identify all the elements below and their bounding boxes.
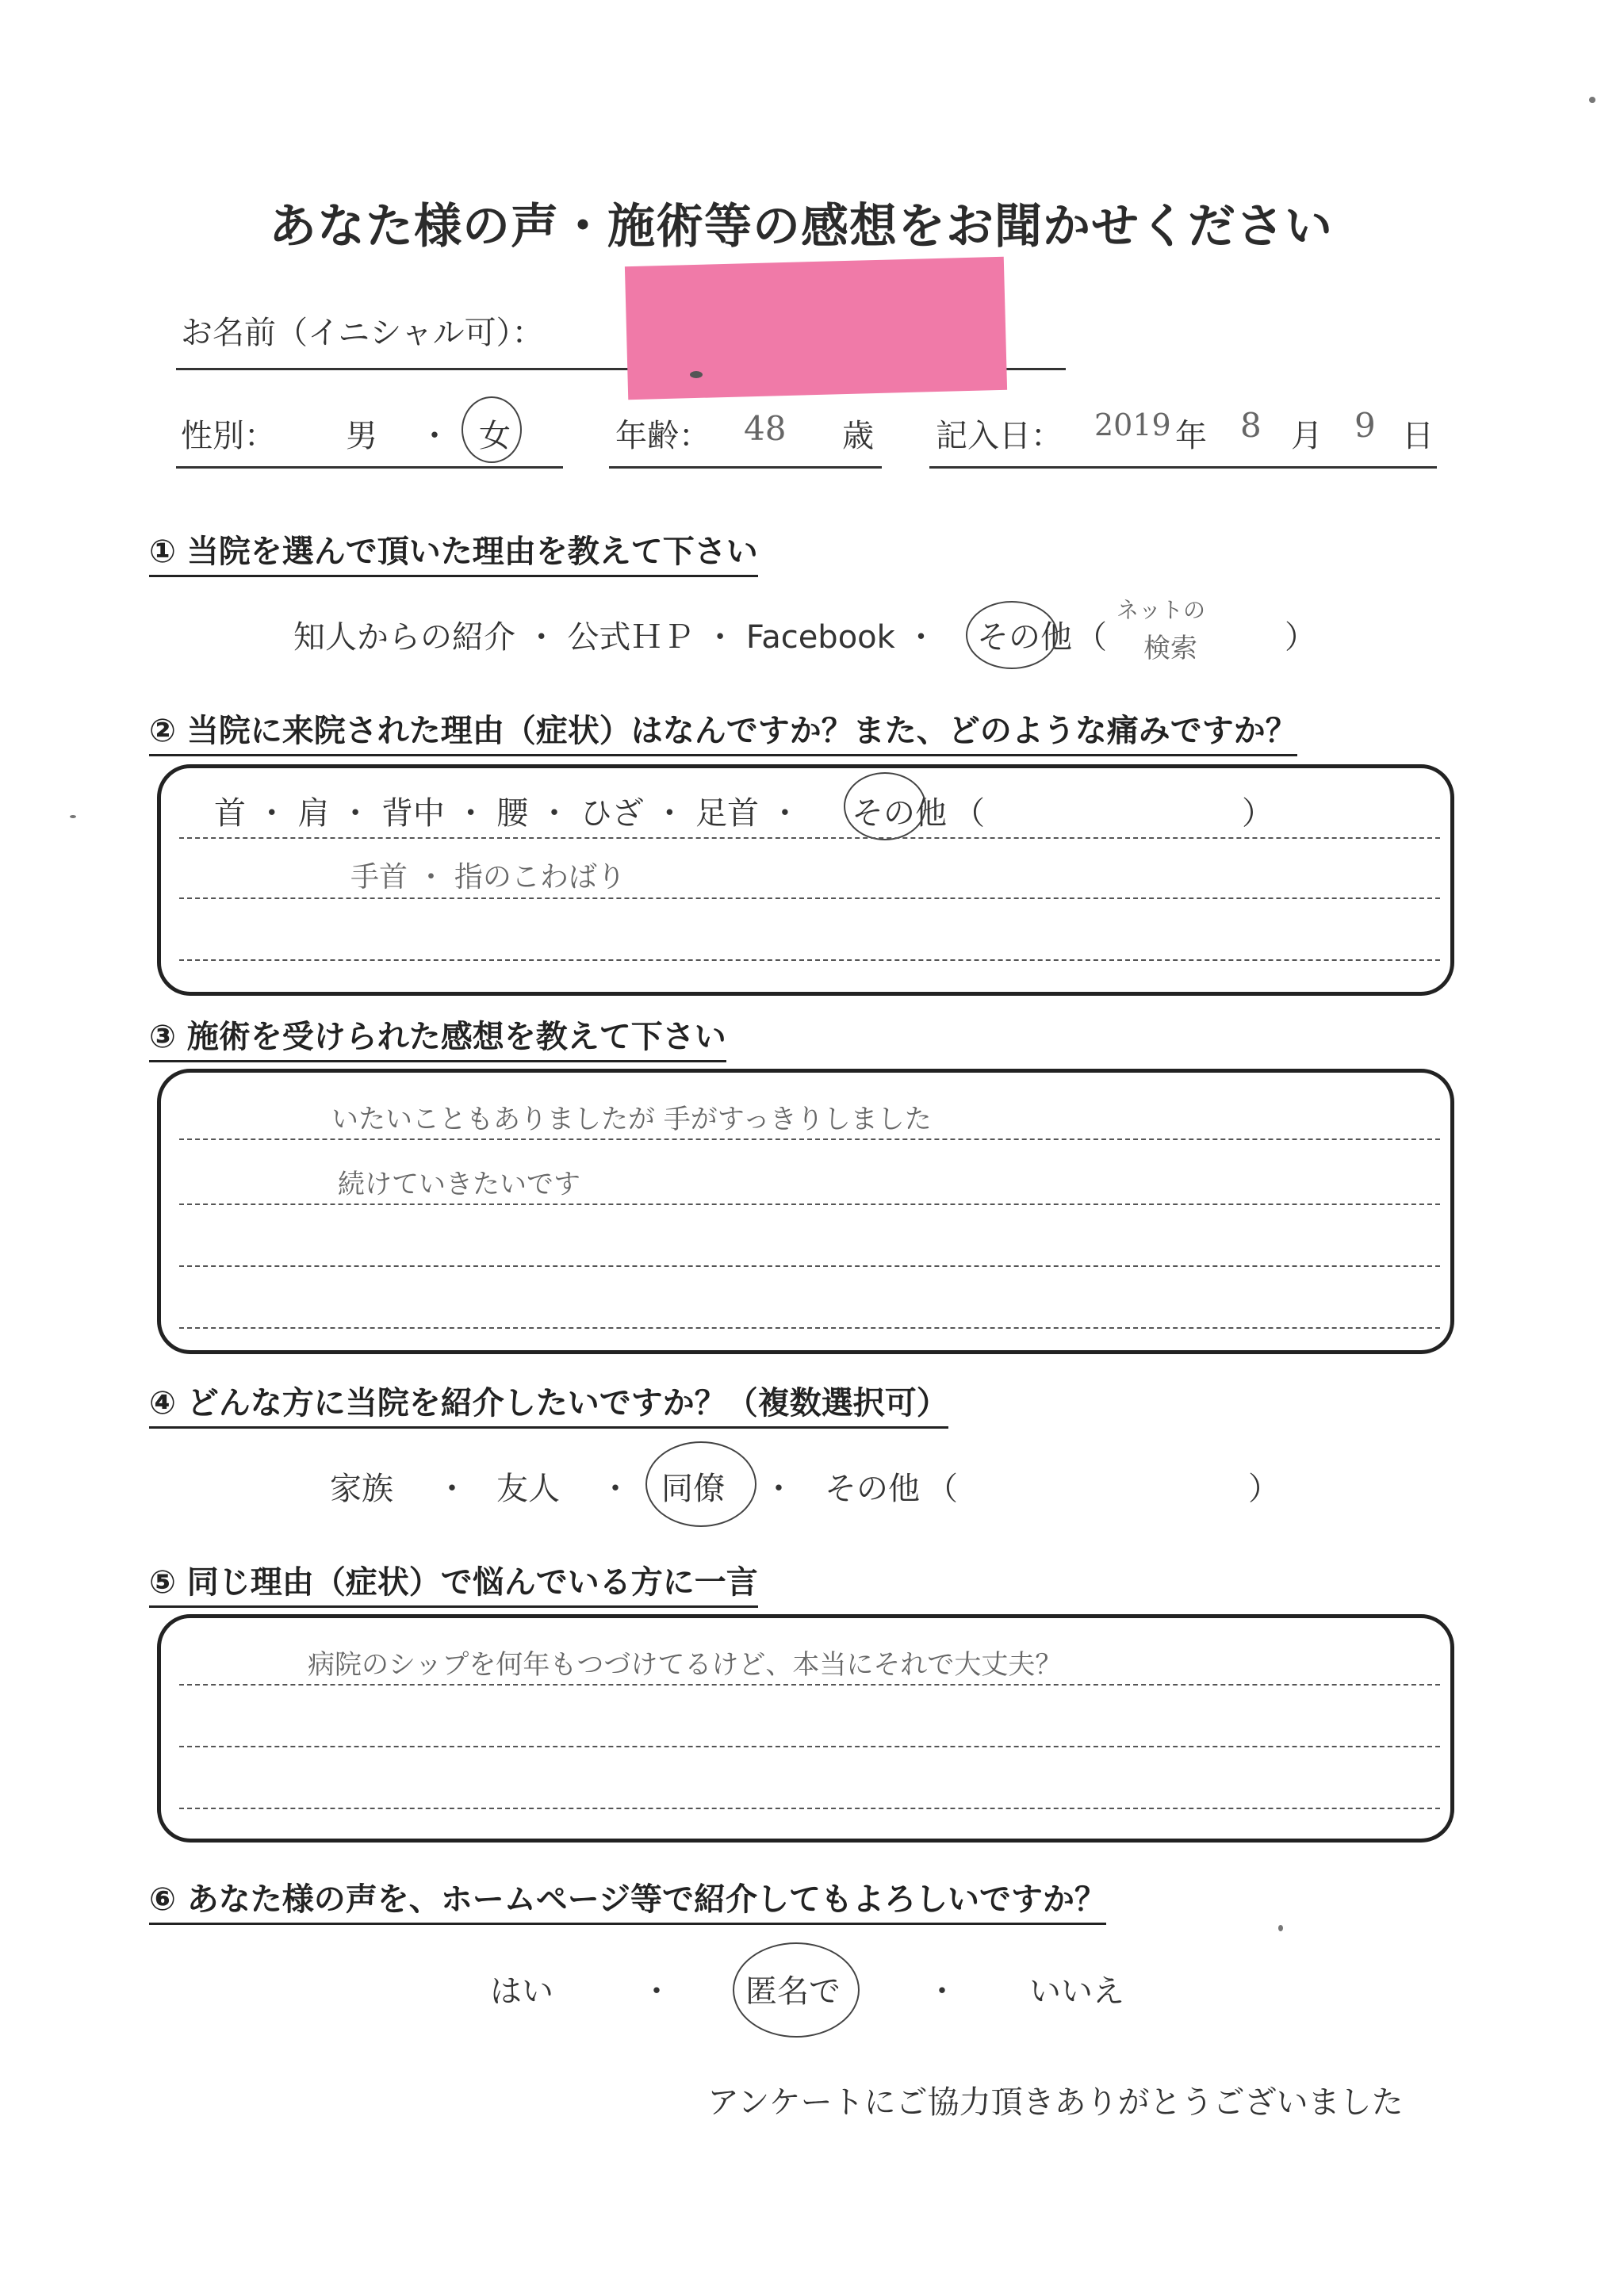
- q4-paren-open: （: [926, 1471, 958, 1507]
- q4-paren-close: ）: [1248, 1471, 1280, 1507]
- q2-other-circle-mark: [844, 772, 926, 840]
- q4-separator-3: ・: [763, 1471, 795, 1507]
- q1-other-option[interactable]: その他: [977, 619, 1072, 656]
- q4-other-option[interactable]: その他: [825, 1471, 920, 1507]
- scan-speck: [1278, 1925, 1283, 1931]
- q5-line-2: [179, 1746, 1440, 1747]
- q3-line-1: [179, 1138, 1440, 1140]
- thanks-message: アンケートにご協力頂きありがとうございました: [707, 2084, 1404, 2121]
- scan-speck: [1589, 97, 1595, 103]
- q6-separator-1: ・: [641, 1973, 672, 2010]
- date-year-value[interactable]: 2019: [1094, 408, 1171, 442]
- q4-separator-2: ・: [599, 1471, 631, 1507]
- q2-heading: ② 当院に来院された理由（症状）はなんですか？また、どのような痛みですか？: [149, 706, 1297, 756]
- q3-answer-line1[interactable]: いたいこともありましたが 手がすっきりしました: [331, 1104, 932, 1135]
- q1-other-circle-mark: [966, 601, 1058, 669]
- q2-options[interactable]: 首 ・ 肩 ・ 背中 ・ 腰 ・ ひざ ・ 足首 ・: [214, 795, 801, 832]
- q4-heading: ④ どんな方に当院を紹介したいですか？（複数選択可）: [149, 1378, 948, 1429]
- q4-colleague-circle-mark: [645, 1441, 756, 1527]
- q2-paren-open: （: [953, 795, 985, 832]
- q6-anonymous-circle-mark: [733, 1942, 860, 2038]
- name-label: お名前（イニシャル可）：: [181, 315, 544, 351]
- date-year-unit: 年: [1175, 418, 1207, 454]
- q5-line-3: [179, 1808, 1440, 1809]
- age-label: 年齢：: [615, 418, 710, 454]
- q4-separator-1: ・: [436, 1471, 468, 1507]
- q2-other-option[interactable]: その他: [852, 795, 947, 832]
- scan-speck: [70, 815, 76, 818]
- date-label: 記入日：: [936, 418, 1063, 454]
- q4-friend-option[interactable]: 友人: [496, 1471, 560, 1507]
- date-month-value[interactable]: 8: [1240, 406, 1262, 445]
- q6-yes-option[interactable]: はい: [490, 1973, 553, 2010]
- gender-label: 性別：: [181, 418, 276, 454]
- q1-options[interactable]: 知人からの紹介 ・ 公式ＨＰ ・ Facebook ・: [293, 619, 937, 656]
- q3-line-4: [179, 1327, 1440, 1329]
- age-value[interactable]: 48: [744, 409, 787, 448]
- gender-underline: [176, 466, 563, 469]
- q2-paren-close: ）: [1242, 795, 1274, 832]
- q2-answer-text[interactable]: 手首 ・ 指のこわばり: [350, 861, 626, 894]
- q5-heading: ⑤ 同じ理由（症状）で悩んでいる方に一言: [149, 1557, 758, 1608]
- q1-heading: ① 当院を選んで頂いた理由を教えて下さい: [149, 526, 758, 577]
- q2-line-2: [179, 897, 1440, 899]
- q1-other-note-line2[interactable]: 検索: [1143, 633, 1197, 664]
- q1-other-note-line1[interactable]: ネットの: [1116, 597, 1206, 623]
- gender-female-circle-mark: [462, 396, 522, 463]
- q5-answer-text[interactable]: 病院のシップを何年もつづけてるけど、本当にそれで大丈夫？: [308, 1649, 1063, 1681]
- q5-line-1: [179, 1684, 1440, 1686]
- q2-line-3: [179, 959, 1440, 961]
- q3-line-3: [179, 1265, 1440, 1267]
- q1-paren-open: （: [1075, 619, 1107, 656]
- q4-colleague-option[interactable]: 同僚: [661, 1471, 725, 1507]
- date-month-unit: 月: [1291, 418, 1323, 454]
- q3-heading: ③ 施術を受けられた感想を教えて下さい: [149, 1012, 726, 1062]
- q6-no-option[interactable]: いいえ: [1029, 1973, 1124, 2010]
- date-day-unit: 日: [1402, 418, 1434, 454]
- date-day-value[interactable]: 9: [1354, 406, 1376, 445]
- q6-anonymous-option[interactable]: 匿名で: [745, 1973, 841, 2010]
- redaction-mark: [690, 371, 703, 378]
- q2-line-1: [179, 837, 1440, 839]
- gender-male-option[interactable]: 男: [346, 418, 377, 454]
- q6-heading: ⑥ あなた様の声を、ホームページ等で紹介してもよろしいですか？: [149, 1874, 1106, 1925]
- gender-separator: ・: [419, 418, 450, 454]
- age-underline: [609, 466, 882, 469]
- q3-line-2: [179, 1203, 1440, 1205]
- q6-separator-2: ・: [926, 1973, 958, 2010]
- q1-paren-close: ）: [1285, 619, 1316, 656]
- gender-female-option[interactable]: 女: [479, 418, 511, 454]
- q3-answer-line2[interactable]: 続けていきたいです: [338, 1169, 580, 1200]
- name-redaction-sticker: [625, 257, 1007, 400]
- date-underline: [929, 466, 1437, 469]
- q4-family-option[interactable]: 家族: [330, 1471, 393, 1507]
- age-unit: 歳: [842, 418, 874, 454]
- page-title: あなた様の声・施術等の感想をお聞かせください: [269, 199, 1333, 254]
